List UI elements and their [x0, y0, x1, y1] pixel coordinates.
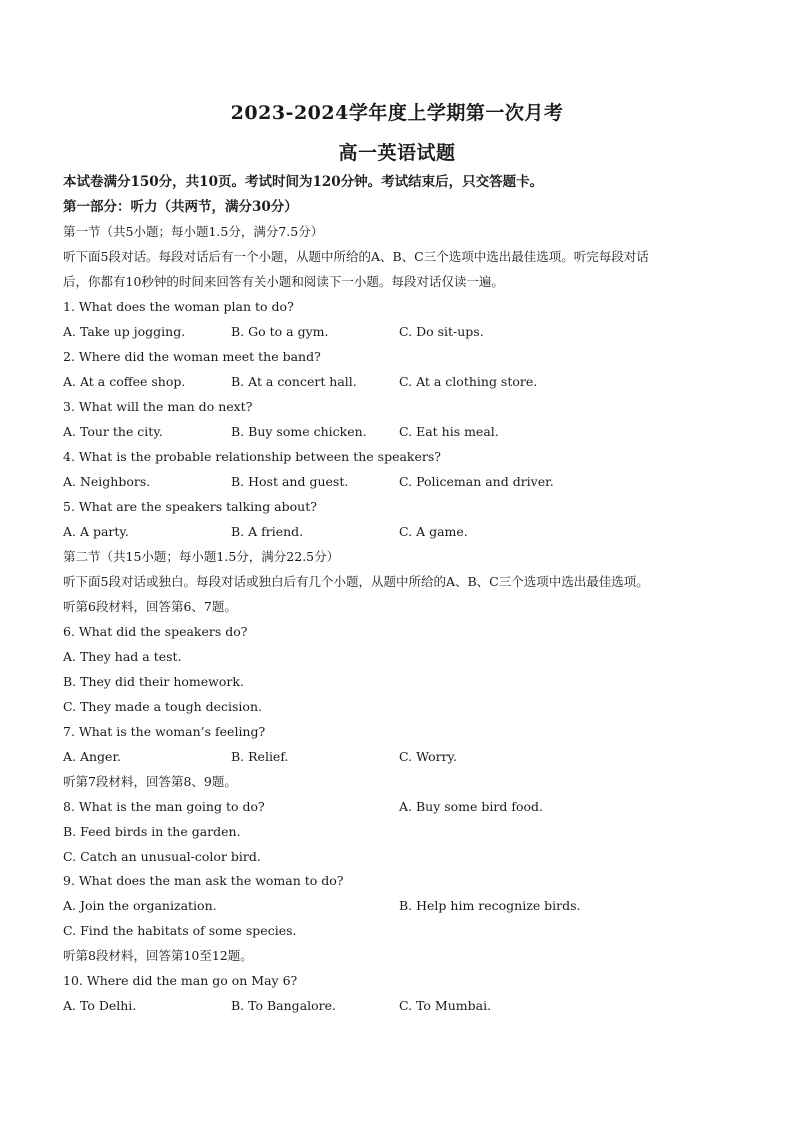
question-2-option-a: A. At a coffee shop.: [63, 374, 186, 389]
question-9-option-b: B. Help him recognize birds.: [399, 898, 581, 913]
question-4-option-a: A. Neighbors.: [63, 474, 151, 489]
question-7-option-b: B. Relief.: [231, 749, 289, 764]
material-7-instruction: 听第7段材料，回答第8、9题。: [63, 774, 237, 789]
question-4: 4. What is the probable relationship between the speakers?: [63, 449, 441, 464]
question-8-option-c: C. Catch an unusual-color bird.: [63, 849, 261, 864]
material-8-instruction: 听第8段材料，回答第10至12题。: [63, 948, 253, 963]
question-10-option-b: B. To Bangalore.: [231, 998, 337, 1013]
question-10: 10. Where did the man go on May 6?: [63, 973, 298, 988]
question-6-option-a: A. They had a test.: [63, 649, 182, 664]
exam-title: 2023-2024学年度上学期第一次月考: [230, 102, 564, 124]
question-7-option-a: A. Anger.: [63, 749, 122, 764]
question-3-option-b: B. Buy some chicken.: [231, 424, 367, 439]
question-6-option-b: B. They did their homework.: [63, 674, 244, 689]
section2-instructions: 听下面5段对话或独白。每段对话或独白后有几个小题，从题中所给的A、B、C三个选项中选出最佳选项。: [63, 574, 649, 589]
question-2-option-b: B. At a concert hall.: [231, 374, 357, 389]
question-5-option-c: C. A game.: [399, 524, 468, 539]
section2-heading: 第二节（共15小题；每小题1.5分，满分22.5分）: [63, 549, 340, 564]
exam-subtitle: 高一英语试题: [338, 142, 456, 164]
question-4-option-b: B. Host and guest.: [231, 474, 349, 489]
question-8-option-a: A. Buy some bird food.: [399, 799, 544, 814]
section1-heading: 第一节（共5小题；每小题1.5分，满分7.5分）: [63, 224, 324, 239]
question-10-option-c: C. To Mumbai.: [399, 998, 492, 1013]
question-1-option-c: C. Do sit-ups.: [399, 324, 484, 339]
question-5: 5. What are the speakers talking about?: [63, 499, 317, 514]
question-3-option-a: A. Tour the city.: [63, 424, 163, 439]
question-1-option-a: A. Take up jogging.: [63, 324, 186, 339]
question-6: 6. What did the speakers do?: [63, 624, 248, 639]
question-3-option-c: C. Eat his meal.: [399, 424, 499, 439]
material-6-instruction: 听第6段材料，回答第6、7题。: [63, 599, 237, 614]
section1-instructions-cont: 后，你都有10秒钟的时间来回答有关小题和阅读下一小题。每段对话仅读一遍。: [63, 274, 504, 289]
section1-instructions: 听下面5段对话。每段对话后有一个小题，从题中所给的A、B、C三个选项中选出最佳选项。听完每段对话: [63, 249, 649, 264]
question-10-option-a: A. To Delhi.: [63, 998, 137, 1013]
exam-intro: 本试卷满分150分，共10页。考试时间为120分钟。考试结束后，只交答题卡。: [63, 174, 544, 190]
question-8: 8. What is the man going to do?: [63, 799, 265, 814]
question-4-option-c: C. Policeman and driver.: [399, 474, 554, 489]
question-5-option-b: B. A friend.: [231, 524, 304, 539]
question-8-option-b: B. Feed birds in the garden.: [63, 824, 241, 839]
question-7-option-c: C. Worry.: [399, 749, 457, 764]
question-2: 2. Where did the woman meet the band?: [63, 349, 321, 364]
part1-heading: 第一部分：听力（共两节，满分30分）: [63, 199, 298, 215]
question-9-option-c: C. Find the habitats of some species.: [63, 923, 297, 938]
question-5-option-a: A. A party.: [63, 524, 129, 539]
question-6-option-c: C. They made a tough decision.: [63, 699, 262, 714]
question-1-option-b: B. Go to a gym.: [231, 324, 329, 339]
question-9-option-a: A. Join the organization.: [63, 898, 217, 913]
question-9: 9. What does the man ask the woman to do?: [63, 873, 344, 888]
question-3: 3. What will the man do next?: [63, 399, 253, 414]
question-1: 1. What does the woman plan to do?: [63, 299, 294, 314]
question-7: 7. What is the woman’s feeling?: [63, 724, 266, 739]
question-2-option-c: C. At a clothing store.: [399, 374, 538, 389]
